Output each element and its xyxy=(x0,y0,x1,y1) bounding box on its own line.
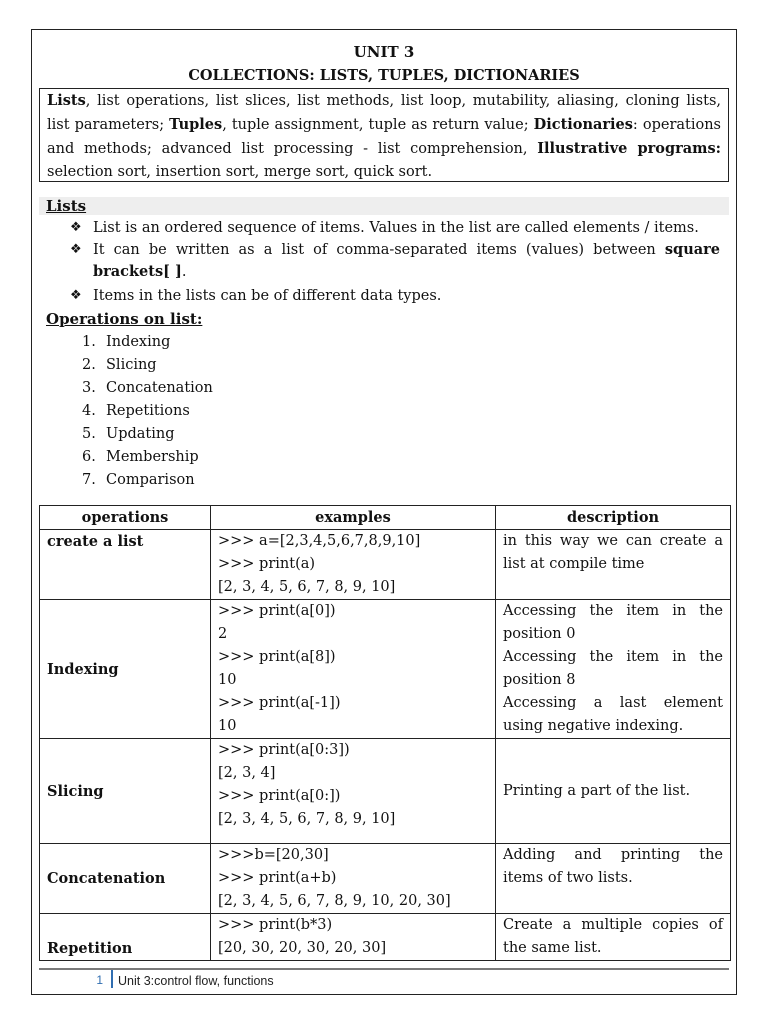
operation-cell: Slicing xyxy=(40,739,211,844)
description-cell xyxy=(496,739,731,844)
list-label: Repetitions xyxy=(106,403,190,419)
bullet-item xyxy=(70,217,720,239)
list-number: 1. xyxy=(82,334,96,350)
operation-cell: Repetition xyxy=(40,914,211,961)
list-item xyxy=(82,446,213,469)
description-text: Printing a part of the list. xyxy=(503,782,691,799)
list-number: 7. xyxy=(82,472,96,488)
unit-subtitle: COLLECTIONS: LISTS, TUPLES, DICTIONARIES xyxy=(188,67,580,84)
description-cell xyxy=(496,530,731,600)
bullet-text-part: It can be written as a list of comma-separated items (values) between xyxy=(93,242,665,258)
description-text: Accessing the item in the position 0 xyxy=(503,603,723,642)
diamond-bullet-icon: ❖ xyxy=(70,288,82,303)
table-row xyxy=(40,844,731,914)
bullet-bold-part: square brackets[ ] xyxy=(93,241,720,280)
syllabus-illustrative: Illustrative programs: xyxy=(537,140,721,157)
syllabus-text-1: , list operations, list slices, list methods, list loop, mutability, aliasing, cloning lists, list parameters; xyxy=(47,93,721,133)
bullet-text: List is an ordered sequence of items. Values in the list are called elements / items. xyxy=(93,220,699,236)
list-number: 5. xyxy=(82,426,96,442)
bullet-end-part: . xyxy=(181,264,187,280)
code-line: >>> print(a) xyxy=(218,556,316,572)
code-line: 2 xyxy=(218,626,228,642)
syllabus-box xyxy=(39,88,729,182)
table-header-row xyxy=(40,506,731,530)
code-line: >>> print(a[0:3]) xyxy=(218,742,350,758)
code-line: 10 xyxy=(218,672,237,688)
list-label: Indexing xyxy=(106,334,171,350)
operation-cell: Concatenation xyxy=(40,844,211,914)
bullet-text xyxy=(70,239,720,283)
code-line: >>> print(a[-1]) xyxy=(218,695,341,711)
code-line: >>> print(a[0]) xyxy=(218,603,336,619)
column-header: description xyxy=(496,506,731,530)
list-item xyxy=(82,331,213,354)
list-item xyxy=(82,400,213,423)
table-row xyxy=(40,600,731,739)
examples-cell xyxy=(211,844,496,914)
list-label: Comparison xyxy=(106,472,195,488)
list-number: 3. xyxy=(82,380,96,396)
column-header: operations xyxy=(40,506,211,530)
bullet-item xyxy=(70,285,720,307)
list-item xyxy=(82,469,213,492)
bullet-text: Items in the lists can be of different data types. xyxy=(93,288,442,304)
operation-cell: create a list xyxy=(40,530,211,600)
code-line: >>> print(b*3) xyxy=(218,917,333,933)
code-line: >>> print(a[8]) xyxy=(218,649,336,665)
syllabus-text-2: , tuple assignment, tuple as return value; xyxy=(222,117,534,133)
operations-heading: Operations on list: xyxy=(46,310,203,328)
description-text: Create a multiple copies of the same list. xyxy=(503,917,723,956)
description-cell xyxy=(496,600,731,739)
description-cell xyxy=(496,844,731,914)
code-line: [2, 3, 4, 5, 6, 7, 8, 9, 10, 20, 30] xyxy=(218,893,451,909)
description-text: Accessing a last element using negative indexing. xyxy=(503,695,723,734)
list-item xyxy=(82,354,213,377)
footer-rule xyxy=(39,968,729,970)
examples-cell xyxy=(211,530,496,600)
code-line: >>> print(a[0:]) xyxy=(218,788,341,804)
description-text: Adding and printing the items of two lists. xyxy=(503,847,723,886)
operations-list xyxy=(82,331,213,492)
description-text: Accessing the item in the position 8 xyxy=(503,649,723,688)
page-number: 1 xyxy=(96,973,103,987)
list-label: Slicing xyxy=(106,357,157,373)
code-line: >>> print(a+b) xyxy=(218,870,337,886)
footer-text: Unit 3:control flow, functions xyxy=(118,974,274,988)
description-cell xyxy=(496,914,731,961)
examples-cell xyxy=(211,914,496,961)
table-row xyxy=(40,914,731,961)
code-line: >>> a=[2,3,4,5,6,7,8,9,10] xyxy=(218,533,421,549)
list-number: 4. xyxy=(82,403,96,419)
syllabus-lists: Lists xyxy=(47,92,86,109)
lists-heading: Lists xyxy=(46,197,87,215)
list-number: 2. xyxy=(82,357,96,373)
description-text: in this way we can create a list at compile time xyxy=(503,533,723,572)
code-line: [2, 3, 4] xyxy=(218,765,276,781)
table-row xyxy=(40,739,731,844)
syllabus-dictionaries: Dictionaries xyxy=(533,116,633,133)
footer-separator xyxy=(111,970,113,988)
examples-cell xyxy=(211,739,496,844)
section-band xyxy=(39,197,729,215)
code-line: [20, 30, 20, 30, 20, 30] xyxy=(218,940,387,956)
list-item xyxy=(82,377,213,400)
operation-cell: Indexing xyxy=(40,600,211,739)
syllabus-text-3: : operations and methods; advanced list processing - list comprehension, xyxy=(47,117,721,157)
syllabus-tuples: Tuples xyxy=(169,116,223,133)
list-label: Updating xyxy=(106,426,175,442)
code-line: [2, 3, 4, 5, 6, 7, 8, 9, 10] xyxy=(218,579,396,595)
list-label: Membership xyxy=(106,449,199,465)
bullet-item xyxy=(70,239,720,283)
code-line: >>>b=[20,30] xyxy=(218,847,329,863)
list-number: 6. xyxy=(82,449,96,465)
unit-title: UNIT 3 xyxy=(353,43,415,61)
list-item xyxy=(82,423,213,446)
code-line: [2, 3, 4, 5, 6, 7, 8, 9, 10] xyxy=(218,811,396,827)
examples-cell xyxy=(211,600,496,739)
diamond-bullet-icon: ❖ xyxy=(70,220,82,235)
code-line: 10 xyxy=(218,718,237,734)
list-label: Concatenation xyxy=(106,380,213,396)
diamond-bullet-icon: ❖ xyxy=(70,242,82,257)
column-header: examples xyxy=(211,506,496,530)
operations-table xyxy=(39,505,731,961)
table-row xyxy=(40,530,731,600)
syllabus-text-4: selection sort, insertion sort, merge sort, quick sort. xyxy=(47,164,433,180)
